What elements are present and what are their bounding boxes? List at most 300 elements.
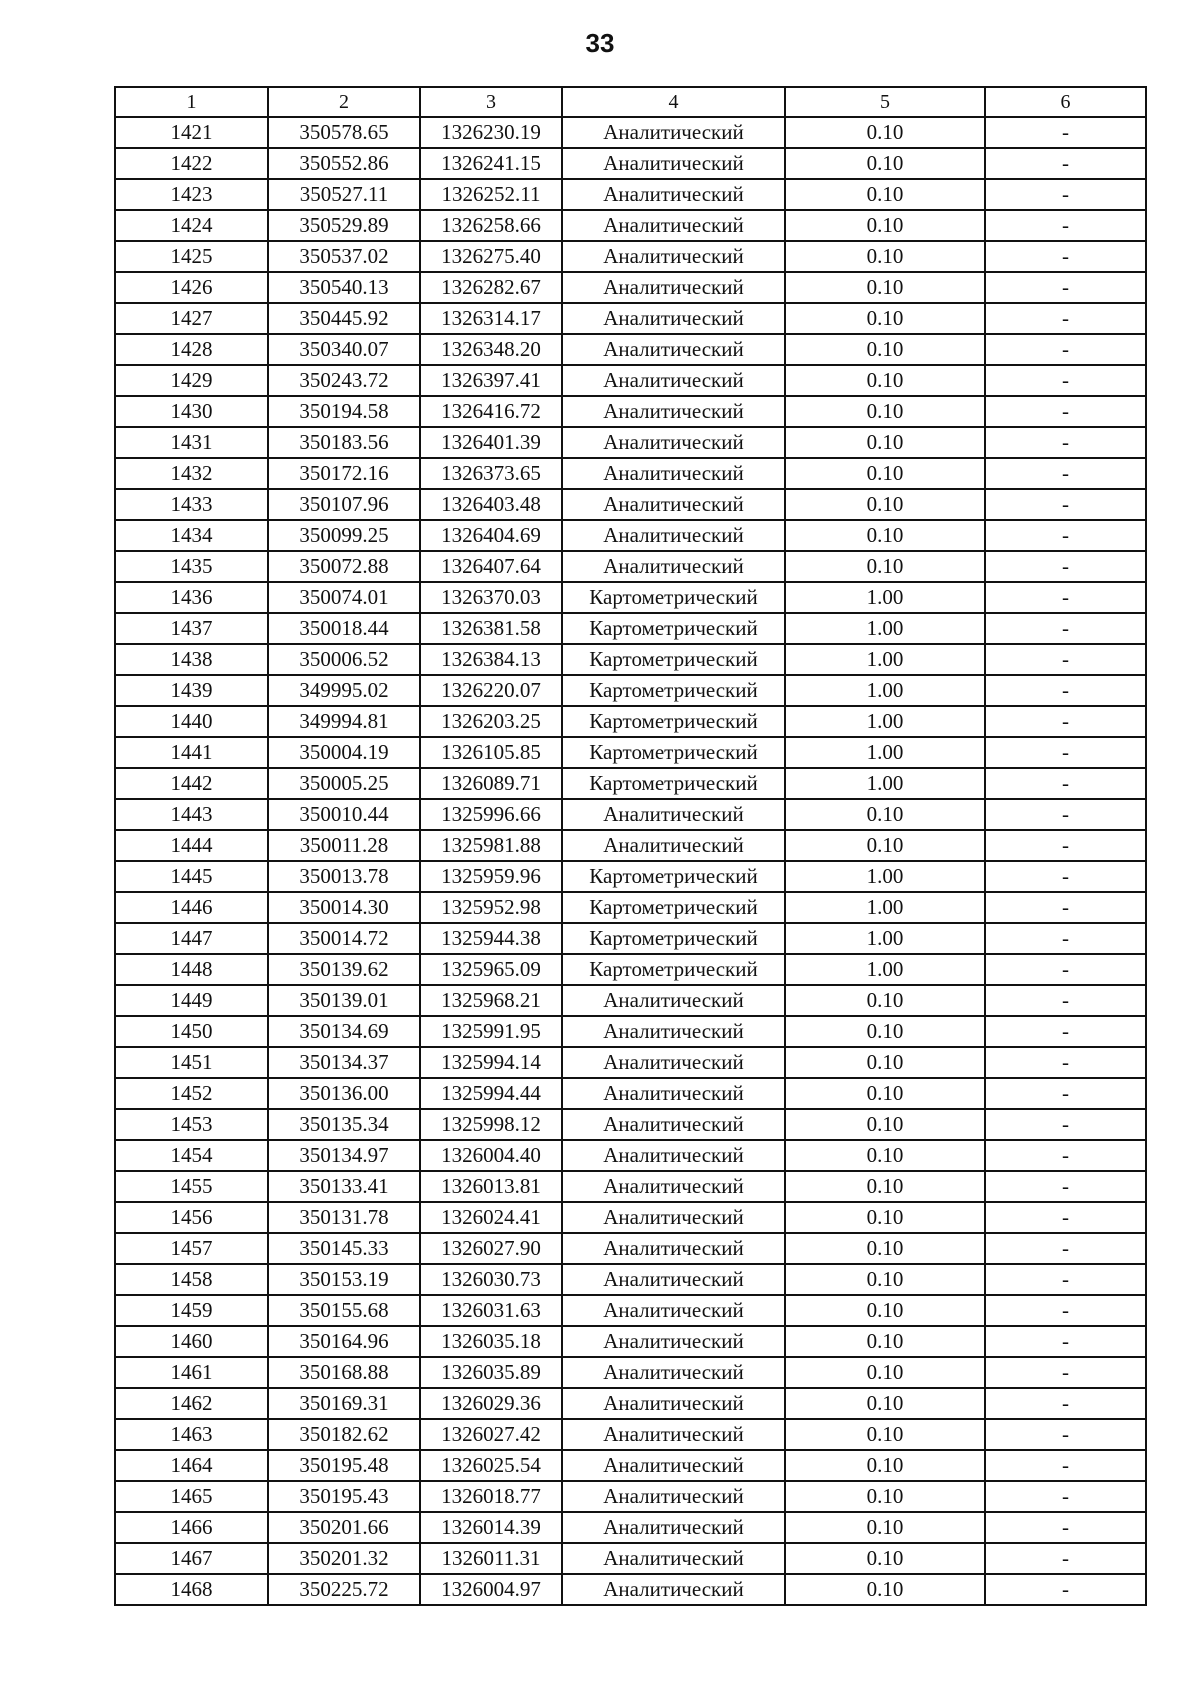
method-cell: Картометрический <box>562 675 785 706</box>
method-cell: Картометрический <box>562 954 785 985</box>
note-cell: - <box>985 148 1146 179</box>
method-cell: Аналитический <box>562 489 785 520</box>
table-row <box>115 117 1146 148</box>
point-number-cell: 1445 <box>115 861 268 892</box>
accuracy-cell: 0.10 <box>785 1264 985 1295</box>
method-cell: Аналитический <box>562 272 785 303</box>
note-cell: - <box>985 985 1146 1016</box>
method-cell: Аналитический <box>562 1233 785 1264</box>
method-cell: Картометрический <box>562 706 785 737</box>
y-coordinate-cell: 1325959.96 <box>420 861 562 892</box>
note-cell: - <box>985 830 1146 861</box>
method-cell: Картометрический <box>562 861 785 892</box>
note-cell: - <box>985 334 1146 365</box>
note-cell: - <box>985 179 1146 210</box>
point-number-cell: 1423 <box>115 179 268 210</box>
accuracy-cell: 0.10 <box>785 241 985 272</box>
note-cell: - <box>985 1512 1146 1543</box>
accuracy-cell: 1.00 <box>785 706 985 737</box>
y-coordinate-cell: 1326403.48 <box>420 489 562 520</box>
note-cell: - <box>985 1481 1146 1512</box>
x-coordinate-cell: 350195.48 <box>268 1450 420 1481</box>
point-number-cell: 1456 <box>115 1202 268 1233</box>
note-cell: - <box>985 489 1146 520</box>
table-row <box>115 179 1146 210</box>
note-cell: - <box>985 644 1146 675</box>
point-number-cell: 1438 <box>115 644 268 675</box>
accuracy-cell: 0.10 <box>785 1326 985 1357</box>
table-row <box>115 985 1146 1016</box>
table-row <box>115 272 1146 303</box>
note-cell: - <box>985 613 1146 644</box>
method-cell: Картометрический <box>562 737 785 768</box>
y-coordinate-cell: 1325944.38 <box>420 923 562 954</box>
table-row <box>115 1543 1146 1574</box>
note-cell: - <box>985 1295 1146 1326</box>
x-coordinate-cell: 350168.88 <box>268 1357 420 1388</box>
table-row <box>115 1326 1146 1357</box>
table-row <box>115 892 1146 923</box>
y-coordinate-cell: 1326203.25 <box>420 706 562 737</box>
x-coordinate-cell: 350169.31 <box>268 1388 420 1419</box>
method-cell: Аналитический <box>562 334 785 365</box>
x-coordinate-cell: 350527.11 <box>268 179 420 210</box>
x-coordinate-cell: 350153.19 <box>268 1264 420 1295</box>
accuracy-cell: 1.00 <box>785 644 985 675</box>
x-coordinate-cell: 350578.65 <box>268 117 420 148</box>
point-number-cell: 1425 <box>115 241 268 272</box>
y-coordinate-cell: 1326035.18 <box>420 1326 562 1357</box>
table-row <box>115 1202 1146 1233</box>
note-cell: - <box>985 365 1146 396</box>
note-cell: - <box>985 1078 1146 1109</box>
x-coordinate-cell: 350134.97 <box>268 1140 420 1171</box>
accuracy-cell: 1.00 <box>785 768 985 799</box>
column-header: 4 <box>562 87 785 117</box>
point-number-cell: 1455 <box>115 1171 268 1202</box>
page-number: 33 <box>585 28 615 58</box>
method-cell: Аналитический <box>562 303 785 334</box>
point-number-cell: 1447 <box>115 923 268 954</box>
column-header: 6 <box>985 87 1146 117</box>
x-coordinate-cell: 350014.72 <box>268 923 420 954</box>
y-coordinate-cell: 1326004.97 <box>420 1574 562 1605</box>
accuracy-cell: 1.00 <box>785 613 985 644</box>
x-coordinate-cell: 350018.44 <box>268 613 420 644</box>
table-row <box>115 923 1146 954</box>
table-row <box>115 210 1146 241</box>
table-row <box>115 954 1146 985</box>
point-number-cell: 1465 <box>115 1481 268 1512</box>
table-row <box>115 458 1146 489</box>
table-row <box>115 644 1146 675</box>
method-cell: Аналитический <box>562 1574 785 1605</box>
accuracy-cell: 0.10 <box>785 1388 985 1419</box>
y-coordinate-cell: 1325981.88 <box>420 830 562 861</box>
y-coordinate-cell: 1326397.41 <box>420 365 562 396</box>
note-cell: - <box>985 427 1146 458</box>
point-number-cell: 1462 <box>115 1388 268 1419</box>
accuracy-cell: 0.10 <box>785 1512 985 1543</box>
column-header: 2 <box>268 87 420 117</box>
x-coordinate-cell: 350136.00 <box>268 1078 420 1109</box>
note-cell: - <box>985 458 1146 489</box>
note-cell: - <box>985 1388 1146 1419</box>
x-coordinate-cell: 350529.89 <box>268 210 420 241</box>
accuracy-cell: 0.10 <box>785 179 985 210</box>
y-coordinate-cell: 1325994.14 <box>420 1047 562 1078</box>
point-number-cell: 1451 <box>115 1047 268 1078</box>
table-row <box>115 613 1146 644</box>
y-coordinate-cell: 1326018.77 <box>420 1481 562 1512</box>
point-number-cell: 1427 <box>115 303 268 334</box>
table-row <box>115 1264 1146 1295</box>
table-row <box>115 1388 1146 1419</box>
y-coordinate-cell: 1325998.12 <box>420 1109 562 1140</box>
y-coordinate-cell: 1326407.64 <box>420 551 562 582</box>
note-cell: - <box>985 117 1146 148</box>
x-coordinate-cell: 350134.69 <box>268 1016 420 1047</box>
y-coordinate-cell: 1326027.42 <box>420 1419 562 1450</box>
accuracy-cell: 0.10 <box>785 1543 985 1574</box>
x-coordinate-cell: 350537.02 <box>268 241 420 272</box>
table-row <box>115 1140 1146 1171</box>
x-coordinate-cell: 350243.72 <box>268 365 420 396</box>
note-cell: - <box>985 1574 1146 1605</box>
accuracy-cell: 1.00 <box>785 954 985 985</box>
point-number-cell: 1430 <box>115 396 268 427</box>
y-coordinate-cell: 1325965.09 <box>420 954 562 985</box>
table-row <box>115 768 1146 799</box>
x-coordinate-cell: 350107.96 <box>268 489 420 520</box>
note-cell: - <box>985 861 1146 892</box>
x-coordinate-cell: 350155.68 <box>268 1295 420 1326</box>
point-number-cell: 1450 <box>115 1016 268 1047</box>
table-header-row <box>115 87 1146 117</box>
note-cell: - <box>985 1109 1146 1140</box>
table-row <box>115 830 1146 861</box>
method-cell: Картометрический <box>562 923 785 954</box>
note-cell: - <box>985 1357 1146 1388</box>
accuracy-cell: 0.10 <box>785 551 985 582</box>
x-coordinate-cell: 350201.66 <box>268 1512 420 1543</box>
x-coordinate-cell: 350172.16 <box>268 458 420 489</box>
x-coordinate-cell: 350164.96 <box>268 1326 420 1357</box>
x-coordinate-cell: 350010.44 <box>268 799 420 830</box>
y-coordinate-cell: 1326014.39 <box>420 1512 562 1543</box>
table-row <box>115 1047 1146 1078</box>
method-cell: Аналитический <box>562 1016 785 1047</box>
table-row <box>115 520 1146 551</box>
y-coordinate-cell: 1326013.81 <box>420 1171 562 1202</box>
accuracy-cell: 0.10 <box>785 489 985 520</box>
note-cell: - <box>985 1140 1146 1171</box>
y-coordinate-cell: 1326105.85 <box>420 737 562 768</box>
method-cell: Аналитический <box>562 1171 785 1202</box>
y-coordinate-cell: 1325952.98 <box>420 892 562 923</box>
table-row <box>115 1574 1146 1605</box>
x-coordinate-cell: 350552.86 <box>268 148 420 179</box>
point-number-cell: 1428 <box>115 334 268 365</box>
y-coordinate-cell: 1325991.95 <box>420 1016 562 1047</box>
y-coordinate-cell: 1326024.41 <box>420 1202 562 1233</box>
column-header: 5 <box>785 87 985 117</box>
x-coordinate-cell: 350006.52 <box>268 644 420 675</box>
point-number-cell: 1449 <box>115 985 268 1016</box>
table-row <box>115 1357 1146 1388</box>
point-number-cell: 1459 <box>115 1295 268 1326</box>
note-cell: - <box>985 241 1146 272</box>
note-cell: - <box>985 551 1146 582</box>
method-cell: Картометрический <box>562 768 785 799</box>
accuracy-cell: 0.10 <box>785 1202 985 1233</box>
accuracy-cell: 0.10 <box>785 1295 985 1326</box>
column-header: 1 <box>115 87 268 117</box>
point-number-cell: 1458 <box>115 1264 268 1295</box>
method-cell: Аналитический <box>562 148 785 179</box>
note-cell: - <box>985 1543 1146 1574</box>
note-cell: - <box>985 396 1146 427</box>
method-cell: Аналитический <box>562 396 785 427</box>
point-number-cell: 1431 <box>115 427 268 458</box>
table-body <box>115 117 1146 1605</box>
x-coordinate-cell: 350225.72 <box>268 1574 420 1605</box>
method-cell: Аналитический <box>562 427 785 458</box>
table-row <box>115 799 1146 830</box>
x-coordinate-cell: 350182.62 <box>268 1419 420 1450</box>
point-number-cell: 1440 <box>115 706 268 737</box>
note-cell: - <box>985 582 1146 613</box>
table-row <box>115 365 1146 396</box>
note-cell: - <box>985 303 1146 334</box>
x-coordinate-cell: 350195.43 <box>268 1481 420 1512</box>
x-coordinate-cell: 350004.19 <box>268 737 420 768</box>
method-cell: Аналитический <box>562 799 785 830</box>
y-coordinate-cell: 1326220.07 <box>420 675 562 706</box>
method-cell: Аналитический <box>562 1295 785 1326</box>
method-cell: Аналитический <box>562 1450 785 1481</box>
method-cell: Картометрический <box>562 582 785 613</box>
method-cell: Аналитический <box>562 1543 785 1574</box>
accuracy-cell: 0.10 <box>785 520 985 551</box>
note-cell: - <box>985 520 1146 551</box>
y-coordinate-cell: 1326011.31 <box>420 1543 562 1574</box>
point-number-cell: 1468 <box>115 1574 268 1605</box>
coordinates-table <box>114 86 1147 1606</box>
x-coordinate-cell: 350131.78 <box>268 1202 420 1233</box>
table-row <box>115 1419 1146 1450</box>
accuracy-cell: 1.00 <box>785 582 985 613</box>
point-number-cell: 1454 <box>115 1140 268 1171</box>
accuracy-cell: 0.10 <box>785 458 985 489</box>
table-row <box>115 1109 1146 1140</box>
x-coordinate-cell: 350194.58 <box>268 396 420 427</box>
note-cell: - <box>985 675 1146 706</box>
y-coordinate-cell: 1326025.54 <box>420 1450 562 1481</box>
x-coordinate-cell: 350139.62 <box>268 954 420 985</box>
x-coordinate-cell: 350183.56 <box>268 427 420 458</box>
point-number-cell: 1436 <box>115 582 268 613</box>
x-coordinate-cell: 350005.25 <box>268 768 420 799</box>
point-number-cell: 1448 <box>115 954 268 985</box>
note-cell: - <box>985 923 1146 954</box>
x-coordinate-cell: 349994.81 <box>268 706 420 737</box>
note-cell: - <box>985 892 1146 923</box>
accuracy-cell: 0.10 <box>785 1481 985 1512</box>
y-coordinate-cell: 1326314.17 <box>420 303 562 334</box>
accuracy-cell: 0.10 <box>785 1574 985 1605</box>
method-cell: Аналитический <box>562 1078 785 1109</box>
point-number-cell: 1463 <box>115 1419 268 1450</box>
x-coordinate-cell: 350014.30 <box>268 892 420 923</box>
y-coordinate-cell: 1325994.44 <box>420 1078 562 1109</box>
accuracy-cell: 0.10 <box>785 1357 985 1388</box>
point-number-cell: 1437 <box>115 613 268 644</box>
accuracy-cell: 0.10 <box>785 1016 985 1047</box>
point-number-cell: 1460 <box>115 1326 268 1357</box>
note-cell: - <box>985 954 1146 985</box>
method-cell: Аналитический <box>562 241 785 272</box>
table-row <box>115 1481 1146 1512</box>
method-cell: Аналитический <box>562 520 785 551</box>
method-cell: Аналитический <box>562 1419 785 1450</box>
point-number-cell: 1464 <box>115 1450 268 1481</box>
method-cell: Аналитический <box>562 117 785 148</box>
table-row <box>115 334 1146 365</box>
x-coordinate-cell: 350072.88 <box>268 551 420 582</box>
point-number-cell: 1442 <box>115 768 268 799</box>
y-coordinate-cell: 1326029.36 <box>420 1388 562 1419</box>
table-row <box>115 396 1146 427</box>
method-cell: Аналитический <box>562 1512 785 1543</box>
point-number-cell: 1453 <box>115 1109 268 1140</box>
y-coordinate-cell: 1326404.69 <box>420 520 562 551</box>
method-cell: Аналитический <box>562 1202 785 1233</box>
note-cell: - <box>985 737 1146 768</box>
method-cell: Аналитический <box>562 1481 785 1512</box>
method-cell: Картометрический <box>562 644 785 675</box>
point-number-cell: 1429 <box>115 365 268 396</box>
y-coordinate-cell: 1326401.39 <box>420 427 562 458</box>
accuracy-cell: 0.10 <box>785 365 985 396</box>
table-row <box>115 1171 1146 1202</box>
method-cell: Аналитический <box>562 1047 785 1078</box>
y-coordinate-cell: 1326258.66 <box>420 210 562 241</box>
point-number-cell: 1461 <box>115 1357 268 1388</box>
point-number-cell: 1421 <box>115 117 268 148</box>
method-cell: Аналитический <box>562 179 785 210</box>
x-coordinate-cell: 350540.13 <box>268 272 420 303</box>
table-row <box>115 1512 1146 1543</box>
accuracy-cell: 0.10 <box>785 1109 985 1140</box>
y-coordinate-cell: 1326004.40 <box>420 1140 562 1171</box>
accuracy-cell: 0.10 <box>785 1233 985 1264</box>
table-row <box>115 1295 1146 1326</box>
method-cell: Аналитический <box>562 1326 785 1357</box>
accuracy-cell: 0.10 <box>785 210 985 241</box>
point-number-cell: 1435 <box>115 551 268 582</box>
point-number-cell: 1441 <box>115 737 268 768</box>
table-row <box>115 861 1146 892</box>
y-coordinate-cell: 1326089.71 <box>420 768 562 799</box>
method-cell: Картометрический <box>562 892 785 923</box>
accuracy-cell: 0.10 <box>785 1078 985 1109</box>
x-coordinate-cell: 350445.92 <box>268 303 420 334</box>
accuracy-cell: 0.10 <box>785 1419 985 1450</box>
accuracy-cell: 1.00 <box>785 861 985 892</box>
table-row <box>115 148 1146 179</box>
note-cell: - <box>985 799 1146 830</box>
y-coordinate-cell: 1326030.73 <box>420 1264 562 1295</box>
accuracy-cell: 0.10 <box>785 303 985 334</box>
y-coordinate-cell: 1326416.72 <box>420 396 562 427</box>
point-number-cell: 1444 <box>115 830 268 861</box>
method-cell: Аналитический <box>562 1388 785 1419</box>
method-cell: Аналитический <box>562 1264 785 1295</box>
x-coordinate-cell: 350201.32 <box>268 1543 420 1574</box>
x-coordinate-cell: 350133.41 <box>268 1171 420 1202</box>
note-cell: - <box>985 1171 1146 1202</box>
note-cell: - <box>985 1016 1146 1047</box>
point-number-cell: 1422 <box>115 148 268 179</box>
note-cell: - <box>985 768 1146 799</box>
point-number-cell: 1432 <box>115 458 268 489</box>
method-cell: Аналитический <box>562 1357 785 1388</box>
accuracy-cell: 0.10 <box>785 1047 985 1078</box>
x-coordinate-cell: 350074.01 <box>268 582 420 613</box>
point-number-cell: 1439 <box>115 675 268 706</box>
point-number-cell: 1433 <box>115 489 268 520</box>
y-coordinate-cell: 1326384.13 <box>420 644 562 675</box>
point-number-cell: 1457 <box>115 1233 268 1264</box>
point-number-cell: 1434 <box>115 520 268 551</box>
accuracy-cell: 0.10 <box>785 799 985 830</box>
y-coordinate-cell: 1326027.90 <box>420 1233 562 1264</box>
y-coordinate-cell: 1326370.03 <box>420 582 562 613</box>
table-row <box>115 675 1146 706</box>
x-coordinate-cell: 350139.01 <box>268 985 420 1016</box>
accuracy-cell: 1.00 <box>785 675 985 706</box>
y-coordinate-cell: 1326230.19 <box>420 117 562 148</box>
table-row <box>115 427 1146 458</box>
note-cell: - <box>985 272 1146 303</box>
accuracy-cell: 0.10 <box>785 334 985 365</box>
x-coordinate-cell: 350011.28 <box>268 830 420 861</box>
method-cell: Картометрический <box>562 613 785 644</box>
table-row <box>115 706 1146 737</box>
point-number-cell: 1446 <box>115 892 268 923</box>
note-cell: - <box>985 1419 1146 1450</box>
x-coordinate-cell: 350013.78 <box>268 861 420 892</box>
x-coordinate-cell: 349995.02 <box>268 675 420 706</box>
accuracy-cell: 0.10 <box>785 117 985 148</box>
method-cell: Аналитический <box>562 365 785 396</box>
y-coordinate-cell: 1325996.66 <box>420 799 562 830</box>
point-number-cell: 1467 <box>115 1543 268 1574</box>
point-number-cell: 1443 <box>115 799 268 830</box>
accuracy-cell: 0.10 <box>785 396 985 427</box>
x-coordinate-cell: 350134.37 <box>268 1047 420 1078</box>
table-row <box>115 303 1146 334</box>
accuracy-cell: 0.10 <box>785 272 985 303</box>
point-number-cell: 1426 <box>115 272 268 303</box>
x-coordinate-cell: 350145.33 <box>268 1233 420 1264</box>
method-cell: Аналитический <box>562 551 785 582</box>
method-cell: Аналитический <box>562 1109 785 1140</box>
x-coordinate-cell: 350340.07 <box>268 334 420 365</box>
accuracy-cell: 1.00 <box>785 737 985 768</box>
accuracy-cell: 0.10 <box>785 1140 985 1171</box>
